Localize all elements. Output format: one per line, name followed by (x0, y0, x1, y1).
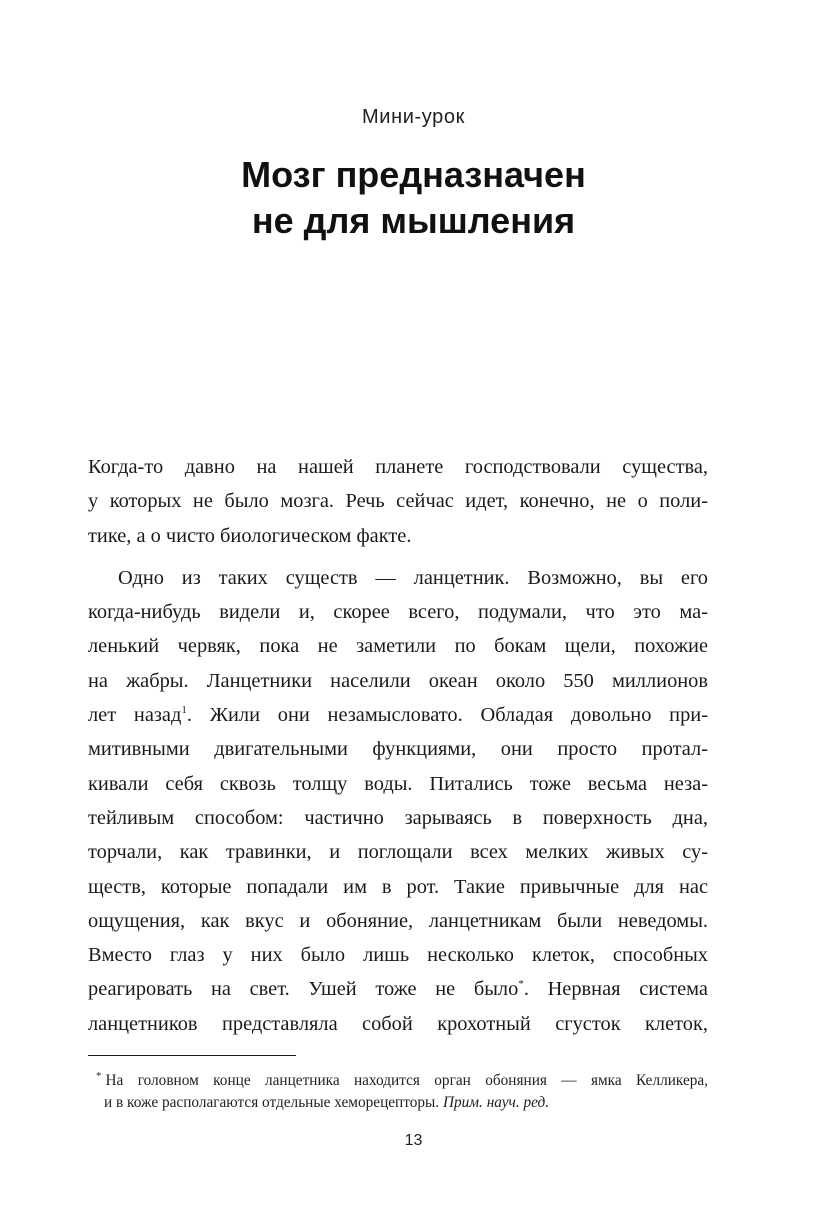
text-line: ощущения, как вкус и обоняние, ланцетникам были неведомы. (88, 909, 708, 932)
section-kicker: Мини-урок (362, 106, 465, 128)
footnote-line (96, 1070, 708, 1092)
footnote-line (96, 1092, 708, 1114)
text-line: Одно из таких существ — ланцетник. Возможно, вы его (118, 566, 708, 589)
body-text (88, 450, 708, 1041)
footnote-text: и в коже располагаются отдельные хеморецепторы. (104, 1094, 440, 1111)
footnote (96, 1070, 708, 1114)
chapter-title (0, 152, 827, 244)
text-line: митивными двигательными функциями, они просто протал- (88, 738, 708, 761)
text-fragment: лет назад (88, 704, 182, 727)
text-fragment: . Нервная система (523, 978, 708, 1001)
footnote-divider (88, 1055, 296, 1056)
text-line: тике, а о чисто биологическом факте. (88, 524, 412, 547)
text-line: торчали, как травинки, и поглощали всех мелких живых су- (88, 841, 708, 864)
endnote-reference[interactable]: 1 (181, 704, 187, 717)
text-line: на жабры. Ланцетники населили океан около 550 миллионов (88, 669, 708, 692)
footnote-reference[interactable]: * (518, 978, 524, 991)
footnote-text: На головном конце ланцетника находится орган обоняния — ямка Келликера, (105, 1072, 708, 1089)
text-line (88, 972, 708, 1006)
chapter-title-line-1: Мозг предназначен (241, 154, 586, 195)
paragraph-2 (88, 561, 708, 1041)
text-line: ланцетников представляла собой крохотный сгусток клеток, (88, 1012, 708, 1035)
footnote-mark: * (96, 1069, 102, 1082)
text-fragment: реагировать на свет. Ушей тоже не было (88, 978, 519, 1001)
text-line (88, 698, 708, 732)
text-line: Вместо глаз у них было лишь несколько клеток, способных (88, 944, 708, 967)
text-line: когда-нибудь видели и, скорее всего, подумали, что это ма- (88, 601, 708, 624)
text-line: ленький червяк, пока не заметили по бокам щели, похожие (88, 635, 708, 658)
paragraph-1 (88, 450, 708, 553)
text-fragment: . Жили они незамысловато. Обладая довольно при- (186, 704, 708, 727)
text-line: тейливым способом: частично зарываясь в поверхность дна, (88, 806, 708, 829)
page-number: 13 (404, 1132, 423, 1149)
text-line: ществ, которые попадали им в рот. Такие привычные для нас (88, 875, 708, 898)
text-line: у которых не было мозга. Речь сейчас идет, конечно, не о поли- (88, 490, 708, 513)
text-line: кивали себя сквозь толщу воды. Питались тоже весьма неза- (88, 772, 708, 795)
text-line: Когда-то давно на нашей планете господствовали существа, (88, 456, 708, 478)
editor-note: Прим. науч. ред. (442, 1094, 550, 1111)
chapter-title-line-2: не для мышления (251, 200, 576, 241)
